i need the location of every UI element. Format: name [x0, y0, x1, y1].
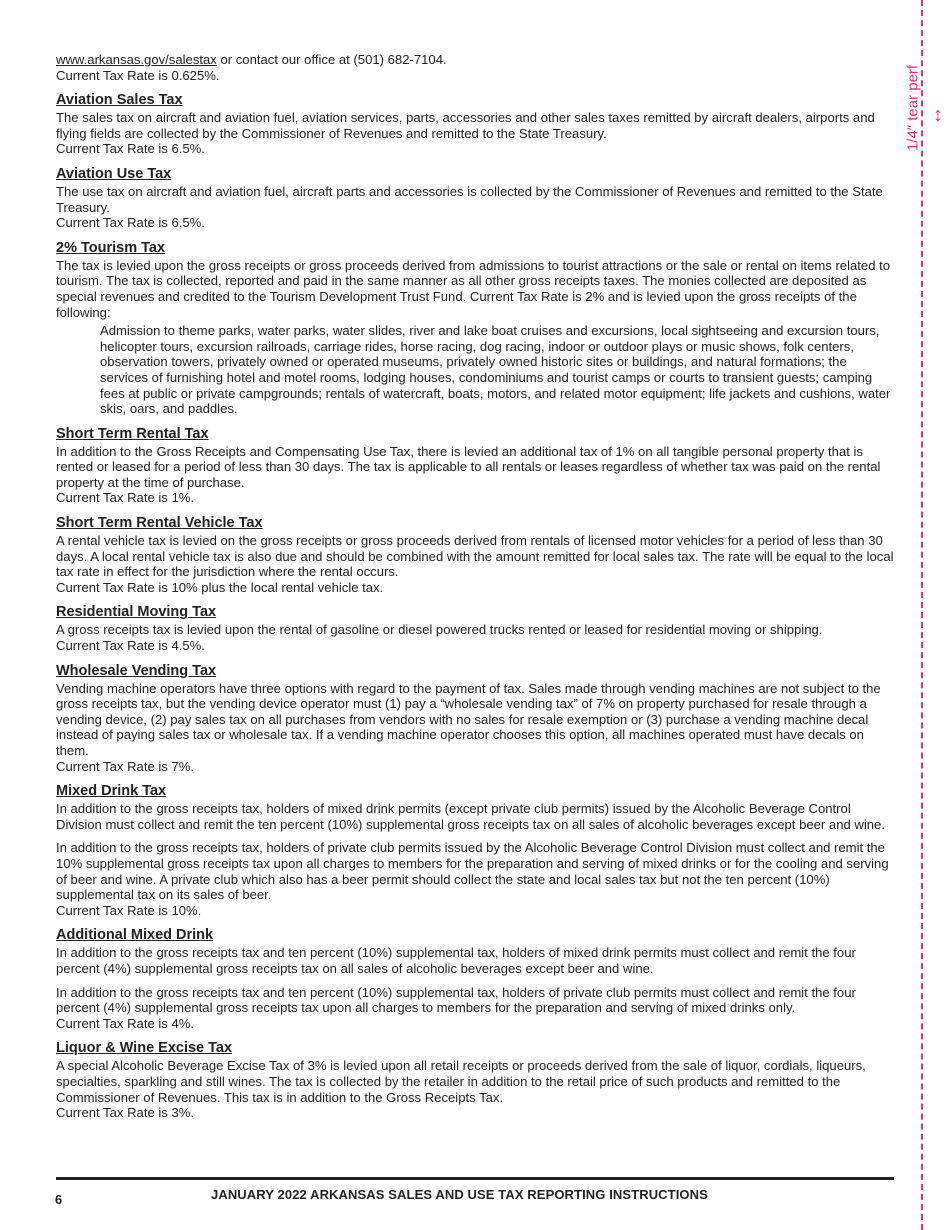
section-rate-mixed-drink: Current Tax Rate is 10%. — [56, 902, 202, 918]
section-body2-mixed-drink: In addition to the gross receipts tax, holders of private club permits issued by the Alcoholic Beverage Control Division must collect and remit the 10% supplemental gross receipts tax upon all charges to members for the preparation and serving of mixed drinks or for the cooling and serving of beer and wine. A private club which also has a beer permit should collect the state and local sales tax but not the ten percent (10%) supplemental tax on its sales of beer. — [56, 840, 889, 903]
section-title-mixed-drink: Mixed Drink Tax — [56, 783, 167, 800]
section-title-tourism: 2% Tourism Tax — [56, 239, 166, 256]
tear-perf-label: 1/4″ tear perf — [904, 64, 922, 152]
section-rate-residential-moving: Current Tax Rate is 4.5%. — [56, 638, 205, 654]
intro-contact — [56, 52, 896, 68]
section-title-liquor-wine: Liquor & Wine Excise Tax — [56, 1040, 233, 1057]
footer-rule — [56, 1177, 894, 1180]
section-indent-tourism: Admission to theme parks, water parks, water slides, river and lake boat cruises and excursions, local sightseeing and excursion tours, helicopter tours, excursion railroads, carriage rides, horse racing, dog racing, indoor or outdoor plays or music shows, folk centers, observation towers, privately owned or operated museums, privately owned historic sites or buildings, and natural formations; the services of furnishing hotel and motel rooms, lodging houses, condominiums and tourist camps or courts to transient guests; camping fees at public or private campgrounds; rentals of watercraft, boats, motors, and related motor equipment; life jackets and cushions, water skis, oars, and paddles. — [100, 323, 891, 417]
section-body2-additional-mixed-drink: In addition to the gross receipts tax and ten percent (10%) supplemental tax, holders of private club permits must collect and remit the four percent (4%) supplemental gross receipts tax upon all charges to members for the preparation and serving of mixed drinks only. — [56, 984, 856, 1016]
section-body-aviation-sales: The sales tax on aircraft and aviation fuel, aviation services, parts, accessories and other sales taxes remitted by aircraft dealers, airports and flying fields are collected by the Commissioner of Revenues and remitted to the State Treasury. — [56, 110, 875, 141]
footer-title: JANUARY 2022 ARKANSAS SALES AND USE TAX REPORTING INSTRUCTIONS — [211, 1187, 708, 1202]
intro-rate: Current Tax Rate is 0.625%. — [56, 67, 220, 83]
section-rate-liquor-wine: Current Tax Rate is 3%. — [56, 1105, 195, 1121]
section-body-short-term-rental-vehicle: A rental vehicle tax is levied on the gross receipts or gross proceeds derived from rentals of licensed motor vehicles for a period of less than 30 days. A local rental vehicle tax is also due and should be combined with the amount remitted for local sales tax. The rate will be equal to the local tax rate in effect for the jurisdiction where the rental occurs. — [56, 533, 894, 580]
section-body1-mixed-drink: In addition to the gross receipts tax, holders of mixed drink permits (except private club permits) issued by the Alcoholic Beverage Control Division must collect and remit the ten percent (10%) supplemental gross receipts tax on all sales of alcoholic beverages except beer and wine. — [56, 801, 885, 832]
section-title-short-term-rental-vehicle: Short Term Rental Vehicle Tax — [56, 515, 263, 532]
section-title-additional-mixed-drink: Additional Mixed Drink — [56, 927, 214, 944]
double-arrow-icon: ↕ — [933, 104, 943, 126]
section-title-wholesale-vending: Wholesale Vending Tax — [56, 662, 217, 679]
section-title-aviation-use: Aviation Use Tax — [56, 165, 172, 182]
tear-perf-line — [921, 0, 923, 1230]
contact-text: or contact our office at (501) 682-7104. — [216, 52, 447, 67]
section-title-aviation-sales: Aviation Sales Tax — [56, 92, 183, 109]
document-body — [56, 52, 896, 1121]
section-rate-short-term-rental: Current Tax Rate is 1%. — [56, 490, 195, 506]
section-body-aviation-use: The use tax on aircraft and aviation fuel, aircraft parts and accessories is collected by the Commissioner of Revenues and remitted to the State Treasury. — [56, 183, 883, 215]
section-title-residential-moving: Residential Moving Tax — [56, 604, 217, 621]
section-rate-wholesale-vending: Current Tax Rate is 7%. — [56, 758, 195, 774]
section-rate-short-term-rental-vehicle: Current Tax Rate is 10% plus the local rental vehicle tax. — [56, 579, 384, 595]
section-body-wholesale-vending: Vending machine operators have three options with regard to the payment of tax. Sales made through vending machines are not subject to the gross receipts tax, but the vending device operator must (1) pay a “wholesale vending tax” of 7% on property purchased for resale through a vending device, (2) pay sales tax on all purchases from vendors with no sales for resale exemption or (3) purchase a vending machine decal instead of paying sales tax or wholesale tax. If a vending machine operator chooses this option, all machines operated must have decals on them. — [56, 680, 881, 758]
section-body-tourism: The tax is levied upon the gross receipts or gross proceeds derived from admissions to tourist attractions or the sale or rental on items related to tourism. The tax is collected, reported and paid in the same manner as all other gross receipts taxes. The monies collected are deposited as special revenues and credited to the Tourism Development Trust Fund. Current Tax Rate is 2% and is levied upon the gross receipts of the following: — [56, 257, 891, 320]
section-rate-aviation-sales: Current Tax Rate is 6.5%. — [56, 141, 205, 157]
section-rate-additional-mixed-drink: Current Tax Rate is 4%. — [56, 1015, 195, 1031]
section-body-short-term-rental: In addition to the Gross Receipts and Compensating Use Tax, there is levied an additional tax of 1% on all tangible personal property that is rented or leased for a period of less than 30 days. The tax is applicable to all rentals or leases regardless of whether tax was paid on the rental property at the time of purchase. — [56, 443, 881, 490]
salestax-link[interactable]: www.arkansas.gov/salestax — [56, 52, 217, 67]
section-rate-aviation-use: Current Tax Rate is 6.5%. — [56, 215, 205, 231]
section-body1-additional-mixed-drink: In addition to the gross receipts tax and ten percent (10%) supplemental tax, holders of mixed drink permits must collect and remit the four percent (4%) supplemental gross receipts tax on all sales of alcoholic beverages except beer and wine. — [56, 945, 856, 976]
page-number: 6 — [55, 1192, 63, 1207]
section-body-liquor-wine: A special Alcoholic Beverage Excise Tax of 3% is levied upon all retail receipts or proceeds derived from the sale of liquor, cordials, liqueurs, specialties, sparkling and still wines. The tax is collected by the retailer in addition to the retail price of such products and remitted to the Commissioner of Revenues. This tax is in addition to the Gross Receipts Tax. — [56, 1058, 866, 1105]
section-body-residential-moving: A gross receipts tax is levied upon the rental of gasoline or diesel powered trucks rented or leased for residential moving or shipping. — [56, 622, 823, 638]
section-title-short-term-rental: Short Term Rental Tax — [56, 425, 209, 442]
